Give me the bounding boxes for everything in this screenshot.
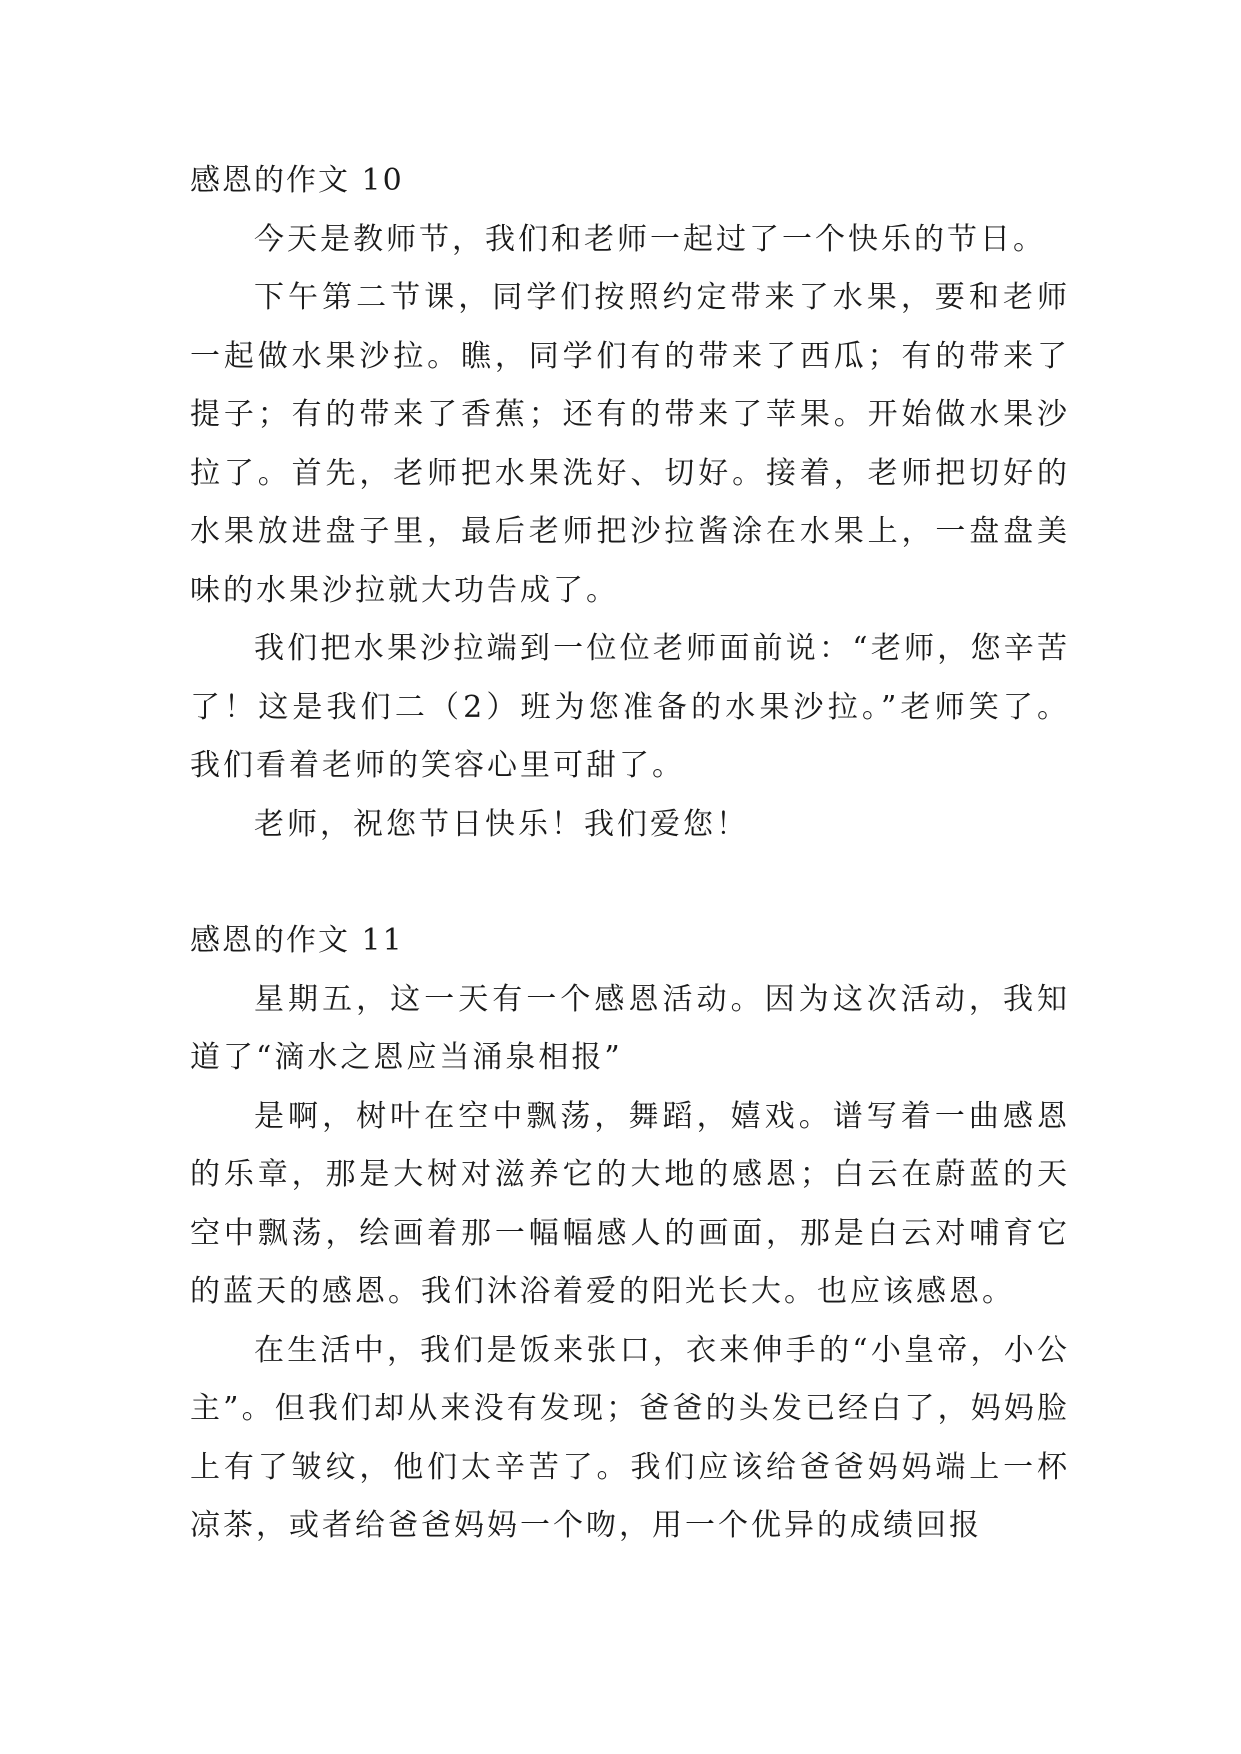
document-body [190,152,1070,1556]
essay-title: 感恩的作文 11 [190,923,404,958]
essay-paragraph: 星期五，这一天有一个感恩活动。因为这次活动，我知道了“滴水之恩应当涌泉相报” [190,981,1070,1075]
essay-section [190,912,1070,1556]
essay-paragraph: 下午第二节课，同学们按照约定带来了水果，要和老师一起做水果沙拉。瞧，同学们有的带来了西瓜；有的带来了提子；有的带来了香蕉；还有的带来了苹果。开始做水果沙拉了。首先，老师把水果洗好、切好。接着，老师把切好的水果放进盘子里，最后老师把沙拉酱涂在水果上，一盘盘美味的水果沙拉就大功告成了。 [190,280,1070,608]
essay-paragraph: 在生活中，我们是饭来张口，衣来伸手的“小皇帝，小公主”。但我们却从来没有发现；爸爸的头发已经白了，妈妈脸上有了皱纹，他们太辛苦了。我们应该给爸爸妈妈端上一杯凉茶，或者给爸爸妈妈一个吻，用一个优异的成绩回报 [190,1332,1070,1543]
essay-title: 感恩的作文 10 [190,163,404,198]
essay-paragraph: 是啊，树叶在空中飘荡，舞蹈，嬉戏。谱写着一曲感恩的乐章，那是大树对滋养它的大地的感恩；白云在蔚蓝的天空中飘荡，绘画着那一幅幅感人的画面，那是白云对哺育它的蓝天的感恩。我们沐浴着爱的阳光长大。也应该感恩。 [190,1098,1070,1309]
essay-paragraph: 老师，祝您节日快乐！我们爱您！ [254,806,749,842]
essay-paragraph: 我们把水果沙拉端到一位位老师面前说：“老师，您辛苦了！这是我们二（2）班为您准备的水果沙拉。”老师笑了。我们看着老师的笑容心里可甜了。 [190,631,1070,783]
essay-paragraph: 今天是教师节，我们和老师一起过了一个快乐的节日。 [254,221,1046,257]
essay-section [190,152,1070,854]
